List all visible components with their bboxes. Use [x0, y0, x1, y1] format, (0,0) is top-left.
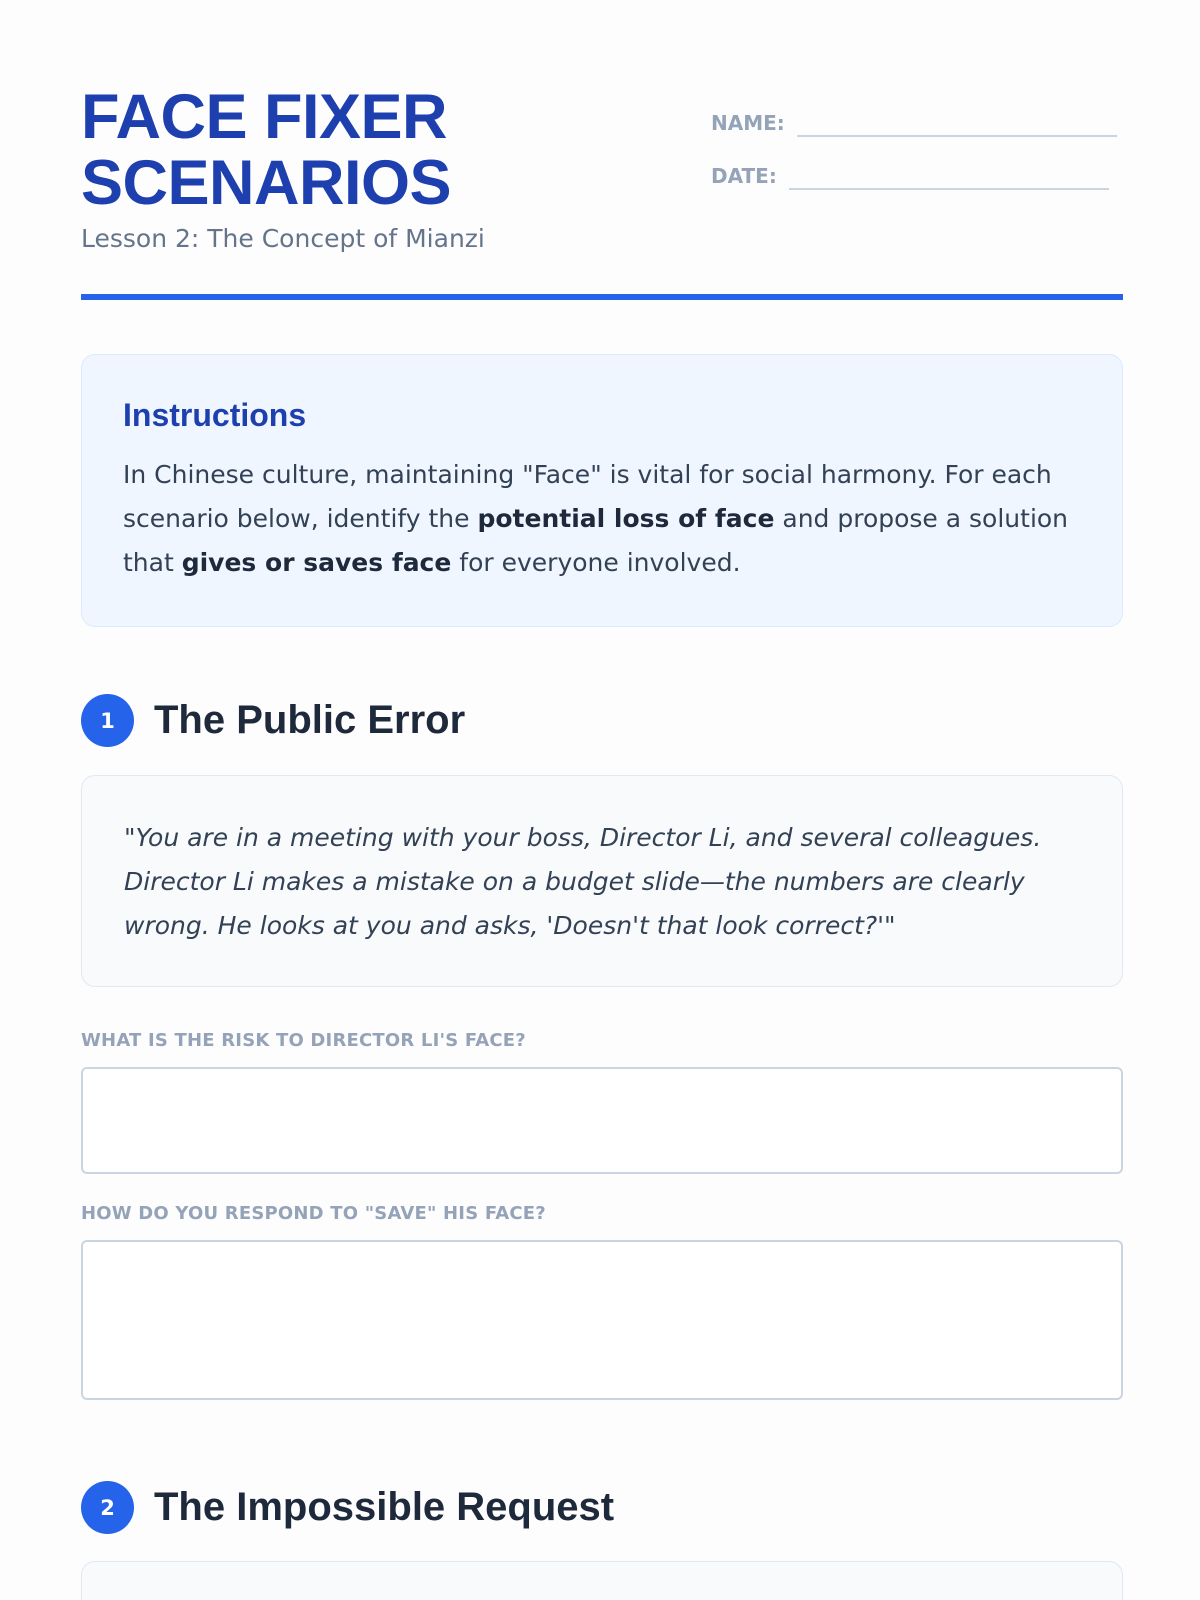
- student-fields: [711, 86, 1123, 192]
- instructions-bold-1: potential loss of face: [477, 504, 775, 533]
- lesson-subtitle: Lesson 2: The Concept of Mianzi: [81, 224, 485, 253]
- title-line-2: SCENARIOS: [81, 148, 452, 218]
- instructions-text-3: for everyone involved.: [451, 548, 741, 577]
- scenario-1-header: [81, 694, 465, 747]
- instructions-text-2: and propose a solution that: [123, 504, 1069, 577]
- worksheet-page: [81, 0, 1123, 1600]
- instructions-text-1: In Chinese culture, maintaining "Face" is vital for social harmony. For each scenario below, identify the: [123, 460, 1052, 533]
- instructions-text: [123, 453, 1082, 585]
- question-response-label: HOW DO YOU RESPOND TO "SAVE" HIS FACE?: [81, 1203, 546, 1224]
- scenario-title: The Impossible Request: [154, 1485, 615, 1529]
- name-label: NAME:: [711, 111, 785, 135]
- instructions-bold-2: gives or saves face: [181, 548, 452, 577]
- scenario-2-box: [81, 1561, 1123, 1600]
- date-field-row: [711, 139, 1123, 192]
- scenario-number-badge: 1: [81, 694, 134, 747]
- date-label: DATE:: [711, 164, 777, 188]
- title-line-1: FACE FIXER: [81, 82, 448, 152]
- scenario-2-header: [81, 1481, 614, 1534]
- header-divider: [81, 294, 1123, 300]
- instructions-heading: Instructions: [123, 397, 307, 433]
- scenario-text: "You are in a meeting with your boss, Director Li, and several colleagues. Director Li makes a mistake on a budget slide—the numbers are clearly wrong. He looks at you and asks, 'Doesn't that look correct?'": [124, 823, 1042, 940]
- worksheet-header: [81, 84, 1123, 304]
- scenario-number-badge: 2: [81, 1481, 134, 1534]
- question-risk-label: WHAT IS THE RISK TO DIRECTOR LI'S FACE?: [81, 1030, 526, 1051]
- scenario-title: The Public Error: [154, 698, 466, 742]
- name-field-row: [711, 86, 1123, 139]
- date-field[interactable]: [789, 188, 1109, 190]
- instructions-box: [81, 354, 1123, 627]
- response-answer-field[interactable]: [81, 1240, 1123, 1400]
- name-field[interactable]: [797, 135, 1117, 137]
- risk-answer-field[interactable]: [81, 1067, 1123, 1174]
- scenario-1-box: [81, 775, 1123, 987]
